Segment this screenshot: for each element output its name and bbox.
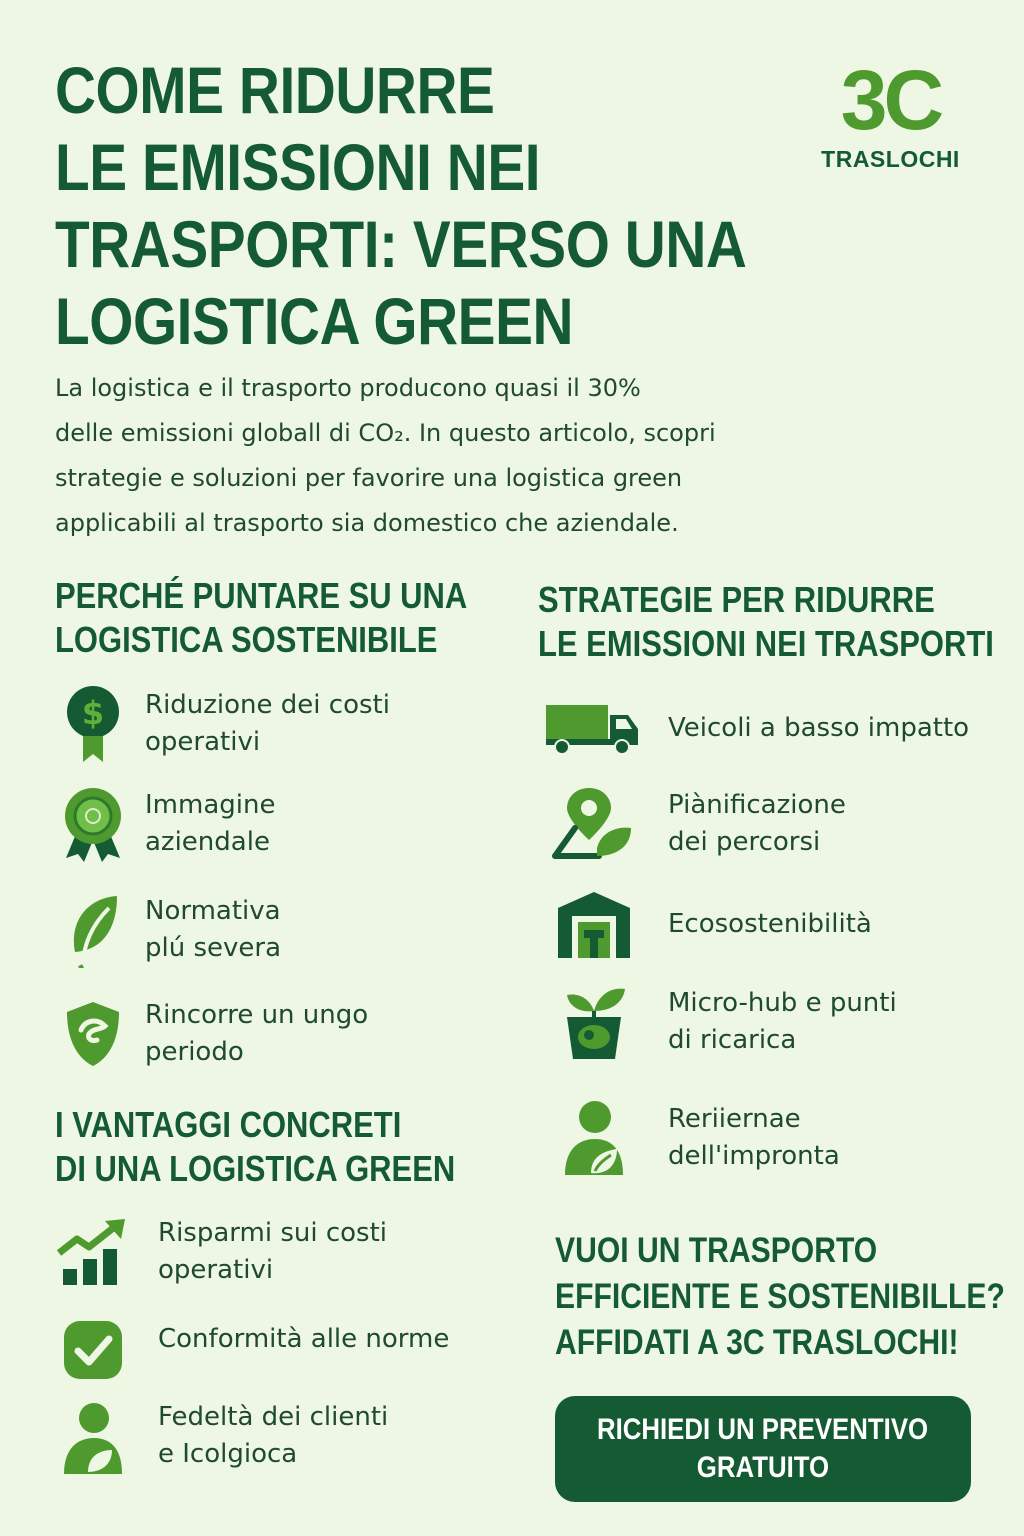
title-line: LOGISTICA GREEN xyxy=(55,284,574,358)
section-title-line: STRATEGIE PER RIDURRE xyxy=(538,579,935,620)
item-label: Conformità alle norme xyxy=(158,1323,450,1354)
logo-mark: 3C xyxy=(840,53,941,147)
leaf-icon xyxy=(55,892,131,968)
cta-button-label: GRATUITO xyxy=(696,1451,830,1484)
section-title-vantaggi xyxy=(55,1103,455,1191)
person-leaf-icon xyxy=(55,1398,131,1474)
title-line: COME RIDURRE xyxy=(55,53,495,127)
person-leaf-icon xyxy=(546,1100,642,1176)
list-item xyxy=(55,786,275,862)
item-label: Fedeltà dei clienti xyxy=(158,1402,389,1432)
intro-line: applicabili al trasporto sia domestico che aziendale. xyxy=(55,509,679,537)
list-item xyxy=(55,1312,449,1388)
cta-title-line: AFFIDATI A 3C TRASLOCHI! xyxy=(555,1323,959,1362)
shield-icon xyxy=(55,996,131,1072)
checkmark-icon xyxy=(55,1312,131,1388)
item-label: Ecosostenibilità xyxy=(668,908,872,939)
list-item xyxy=(546,1100,840,1176)
item-label: operativi xyxy=(145,727,261,757)
map-pin-route-icon xyxy=(546,786,642,862)
item-label: Micro-hub e punti xyxy=(668,988,897,1018)
intro-paragraph xyxy=(55,366,815,546)
item-label: Normativa xyxy=(145,896,281,926)
cta-title-line: EFFICIENTE E SOSTENIBILLE? xyxy=(555,1277,1005,1316)
item-label: Piànificazione xyxy=(668,790,846,820)
list-item xyxy=(542,690,969,766)
title-line: TRASPORTI: VERSO UNA xyxy=(55,207,747,281)
title-line: LE EMISSIONI NEI xyxy=(55,130,541,204)
intro-line: La logistica e il trasporto producono quasi il 30% xyxy=(55,374,641,402)
truck-icon xyxy=(542,690,642,766)
item-label: aziendale xyxy=(145,827,270,857)
item-label: dell'impronta xyxy=(668,1141,840,1171)
list-item xyxy=(55,686,390,762)
list-item xyxy=(55,1398,388,1474)
cta-title-line: VUOI UN TRASPORTO xyxy=(555,1231,878,1270)
list-item xyxy=(55,892,281,968)
list-item xyxy=(546,786,846,862)
item-label: Reriiernae xyxy=(668,1104,801,1134)
item-label: operativi xyxy=(158,1255,274,1285)
section-title-line: DI UNA LOGISTICA GREEN xyxy=(55,1148,456,1189)
item-label: Rincorre un ungo xyxy=(145,1000,369,1030)
list-item xyxy=(546,886,872,962)
section-title-line: LE EMISSIONI NEI TRASPORTI xyxy=(538,623,994,664)
item-label: Risparmi sui costi xyxy=(158,1218,387,1248)
list-item xyxy=(546,984,897,1060)
item-label: Immagine xyxy=(145,790,276,820)
sprout-pot-icon xyxy=(546,984,642,1060)
item-label: periodo xyxy=(145,1037,244,1067)
warehouse-icon xyxy=(546,886,642,962)
brand-logo xyxy=(808,53,973,173)
page-title xyxy=(55,52,760,360)
svg-text:$: $ xyxy=(81,694,105,732)
item-label: Veicoli a basso impatto xyxy=(668,712,970,743)
cta-title xyxy=(555,1228,1005,1366)
logo-name: TRASLOCHI xyxy=(821,146,960,172)
section-title-line: LOGISTICA SOSTENIBILE xyxy=(55,619,438,660)
item-label: e Icolgioca xyxy=(158,1439,298,1469)
award-badge-icon xyxy=(55,786,131,862)
section-title-line: I VANTAGGI CONCRETI xyxy=(55,1104,402,1145)
item-label: dei percorsi xyxy=(668,827,821,857)
item-label: Riduzione dei costi xyxy=(145,690,390,720)
list-item xyxy=(55,1214,387,1290)
dollar-medal-icon xyxy=(55,686,131,762)
item-label: plú severa xyxy=(145,933,282,963)
intro-line: delle emissioni globall di CO₂. In questo articolo, scopri xyxy=(55,419,716,447)
section-title-line: PERCHÉ PUNTARE SU UNA xyxy=(55,575,468,616)
section-title-perche xyxy=(55,574,467,662)
item-label: di ricarica xyxy=(668,1025,797,1055)
section-title-strategie xyxy=(538,578,994,666)
cta-button-label: RICHIEDI UN PREVENTIVO xyxy=(597,1413,929,1446)
intro-line: strategie e soluzioni per favorire una logistica green xyxy=(55,464,683,492)
list-item xyxy=(55,996,368,1072)
growth-chart-icon xyxy=(55,1214,131,1290)
request-quote-button[interactable] xyxy=(555,1396,971,1502)
